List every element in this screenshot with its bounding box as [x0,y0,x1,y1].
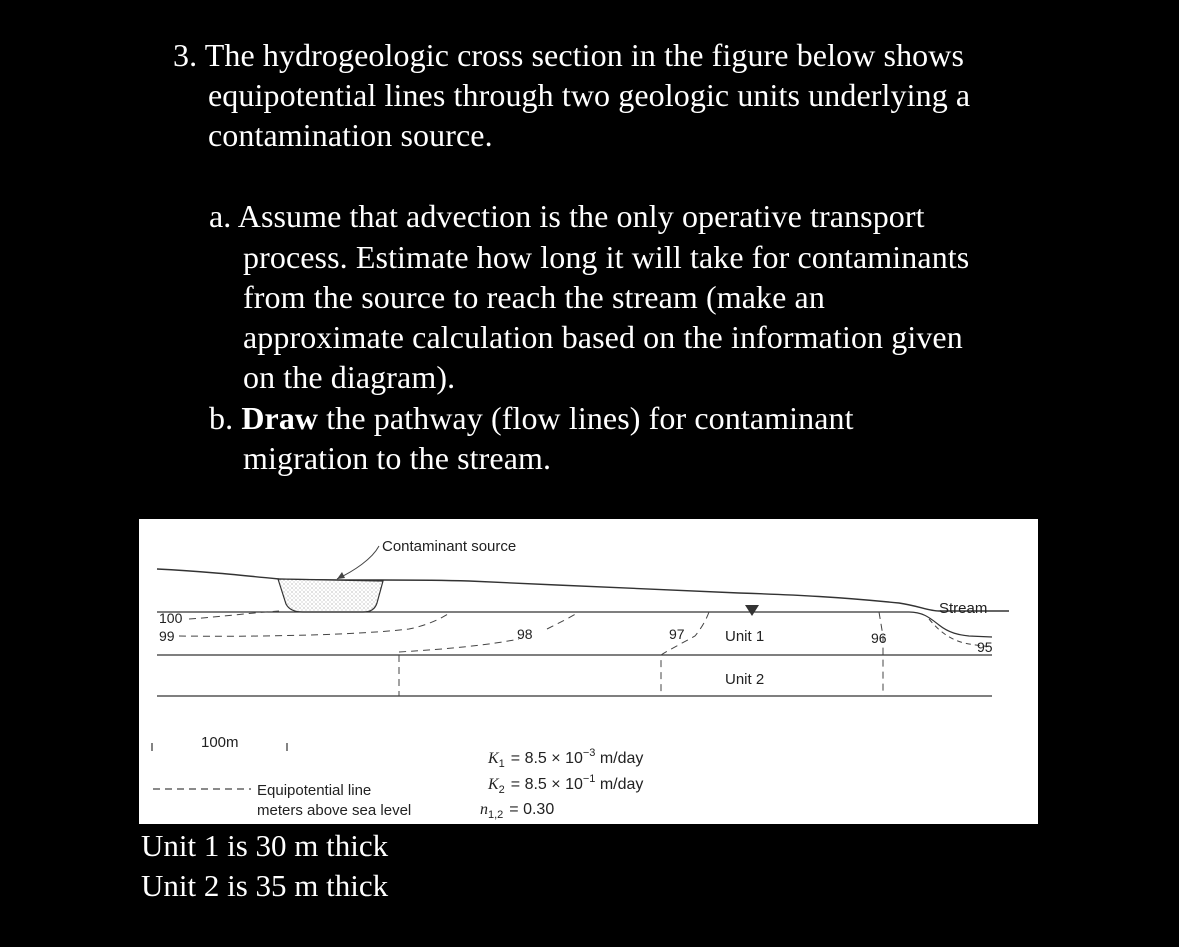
legend-line-1: Equipotential line [257,782,372,799]
k2-exp: −1 [582,773,596,785]
head-label-96: 96 [871,630,887,646]
contaminant-source-label: Contaminant source [382,538,517,555]
head-label-99: 99 [159,628,175,644]
water-table-marker [745,605,759,616]
k2-sub: 2 [498,784,505,796]
question-line-1: 3. The hydrogeologic cross section in the figure below shows [173,37,965,73]
unit-1-thickness-note: Unit 1 is 30 m thick [141,828,389,863]
contaminant-source-pit [278,579,383,612]
part-b-line-2: migration to the stream. [243,440,552,476]
question-line-3: contamination source. [208,117,493,153]
k2-unit: m/day [595,776,644,793]
k1-symbol: K [488,750,499,767]
part-a-line-1: a. Assume that advection is the only operative transport [209,198,925,234]
part-a-line-2: process. Estimate how long it will take for contaminants [243,239,970,275]
question-line-2: equipotential lines through two geologic units underlying a [208,77,971,113]
part-b-line-1-rest: the pathway (flow lines) for contaminant [318,400,854,436]
equipotential-97 [661,612,709,696]
param-k2 [487,773,643,796]
head-label-95: 95 [977,639,993,655]
k1-unit: m/day [595,750,644,767]
equipotential-99 [179,612,451,636]
head-label-98: 98 [517,626,533,642]
head-label-100: 100 [159,610,183,626]
stream-label: Stream [939,600,988,617]
k2-symbol: K [488,776,499,793]
part-a-line-4: approximate calculation based on the information given [243,319,963,355]
unit-1-label: Unit 1 [725,628,765,645]
part-a-line-3: from the source to reach the stream (make an [243,279,825,315]
k1-value: = 8.5 × 10 [510,750,583,767]
cross-section-svg [139,519,1038,824]
scale-label: 100m [201,734,239,751]
k1-sub: 1 [498,758,505,770]
equipotential-98-lower [547,612,579,629]
param-k1 [487,747,643,770]
source-arrow [337,546,379,579]
n-symbol: n [480,801,488,818]
part-a-line-5: on the diagram). [243,359,456,395]
head-label-97: 97 [669,626,685,642]
param-n [480,801,554,821]
k1-exp: −3 [582,747,596,759]
n-value: = 0.30 [509,801,555,818]
unit-2-thickness-note: Unit 2 is 35 m thick [141,868,389,903]
equipotential-96 [879,612,883,696]
part-b-line-1 [209,398,854,438]
n-sub: 1,2 [488,809,504,821]
unit-2-label: Unit 2 [725,671,765,688]
equipotential-98-upper [399,639,519,652]
cross-section-figure [139,519,1038,824]
water-table [157,612,992,637]
part-b-bold-draw: Draw [241,400,319,436]
legend-line-2: meters above sea level [257,802,412,819]
part-b-prefix: b. [209,400,242,436]
k2-value: = 8.5 × 10 [510,776,583,793]
